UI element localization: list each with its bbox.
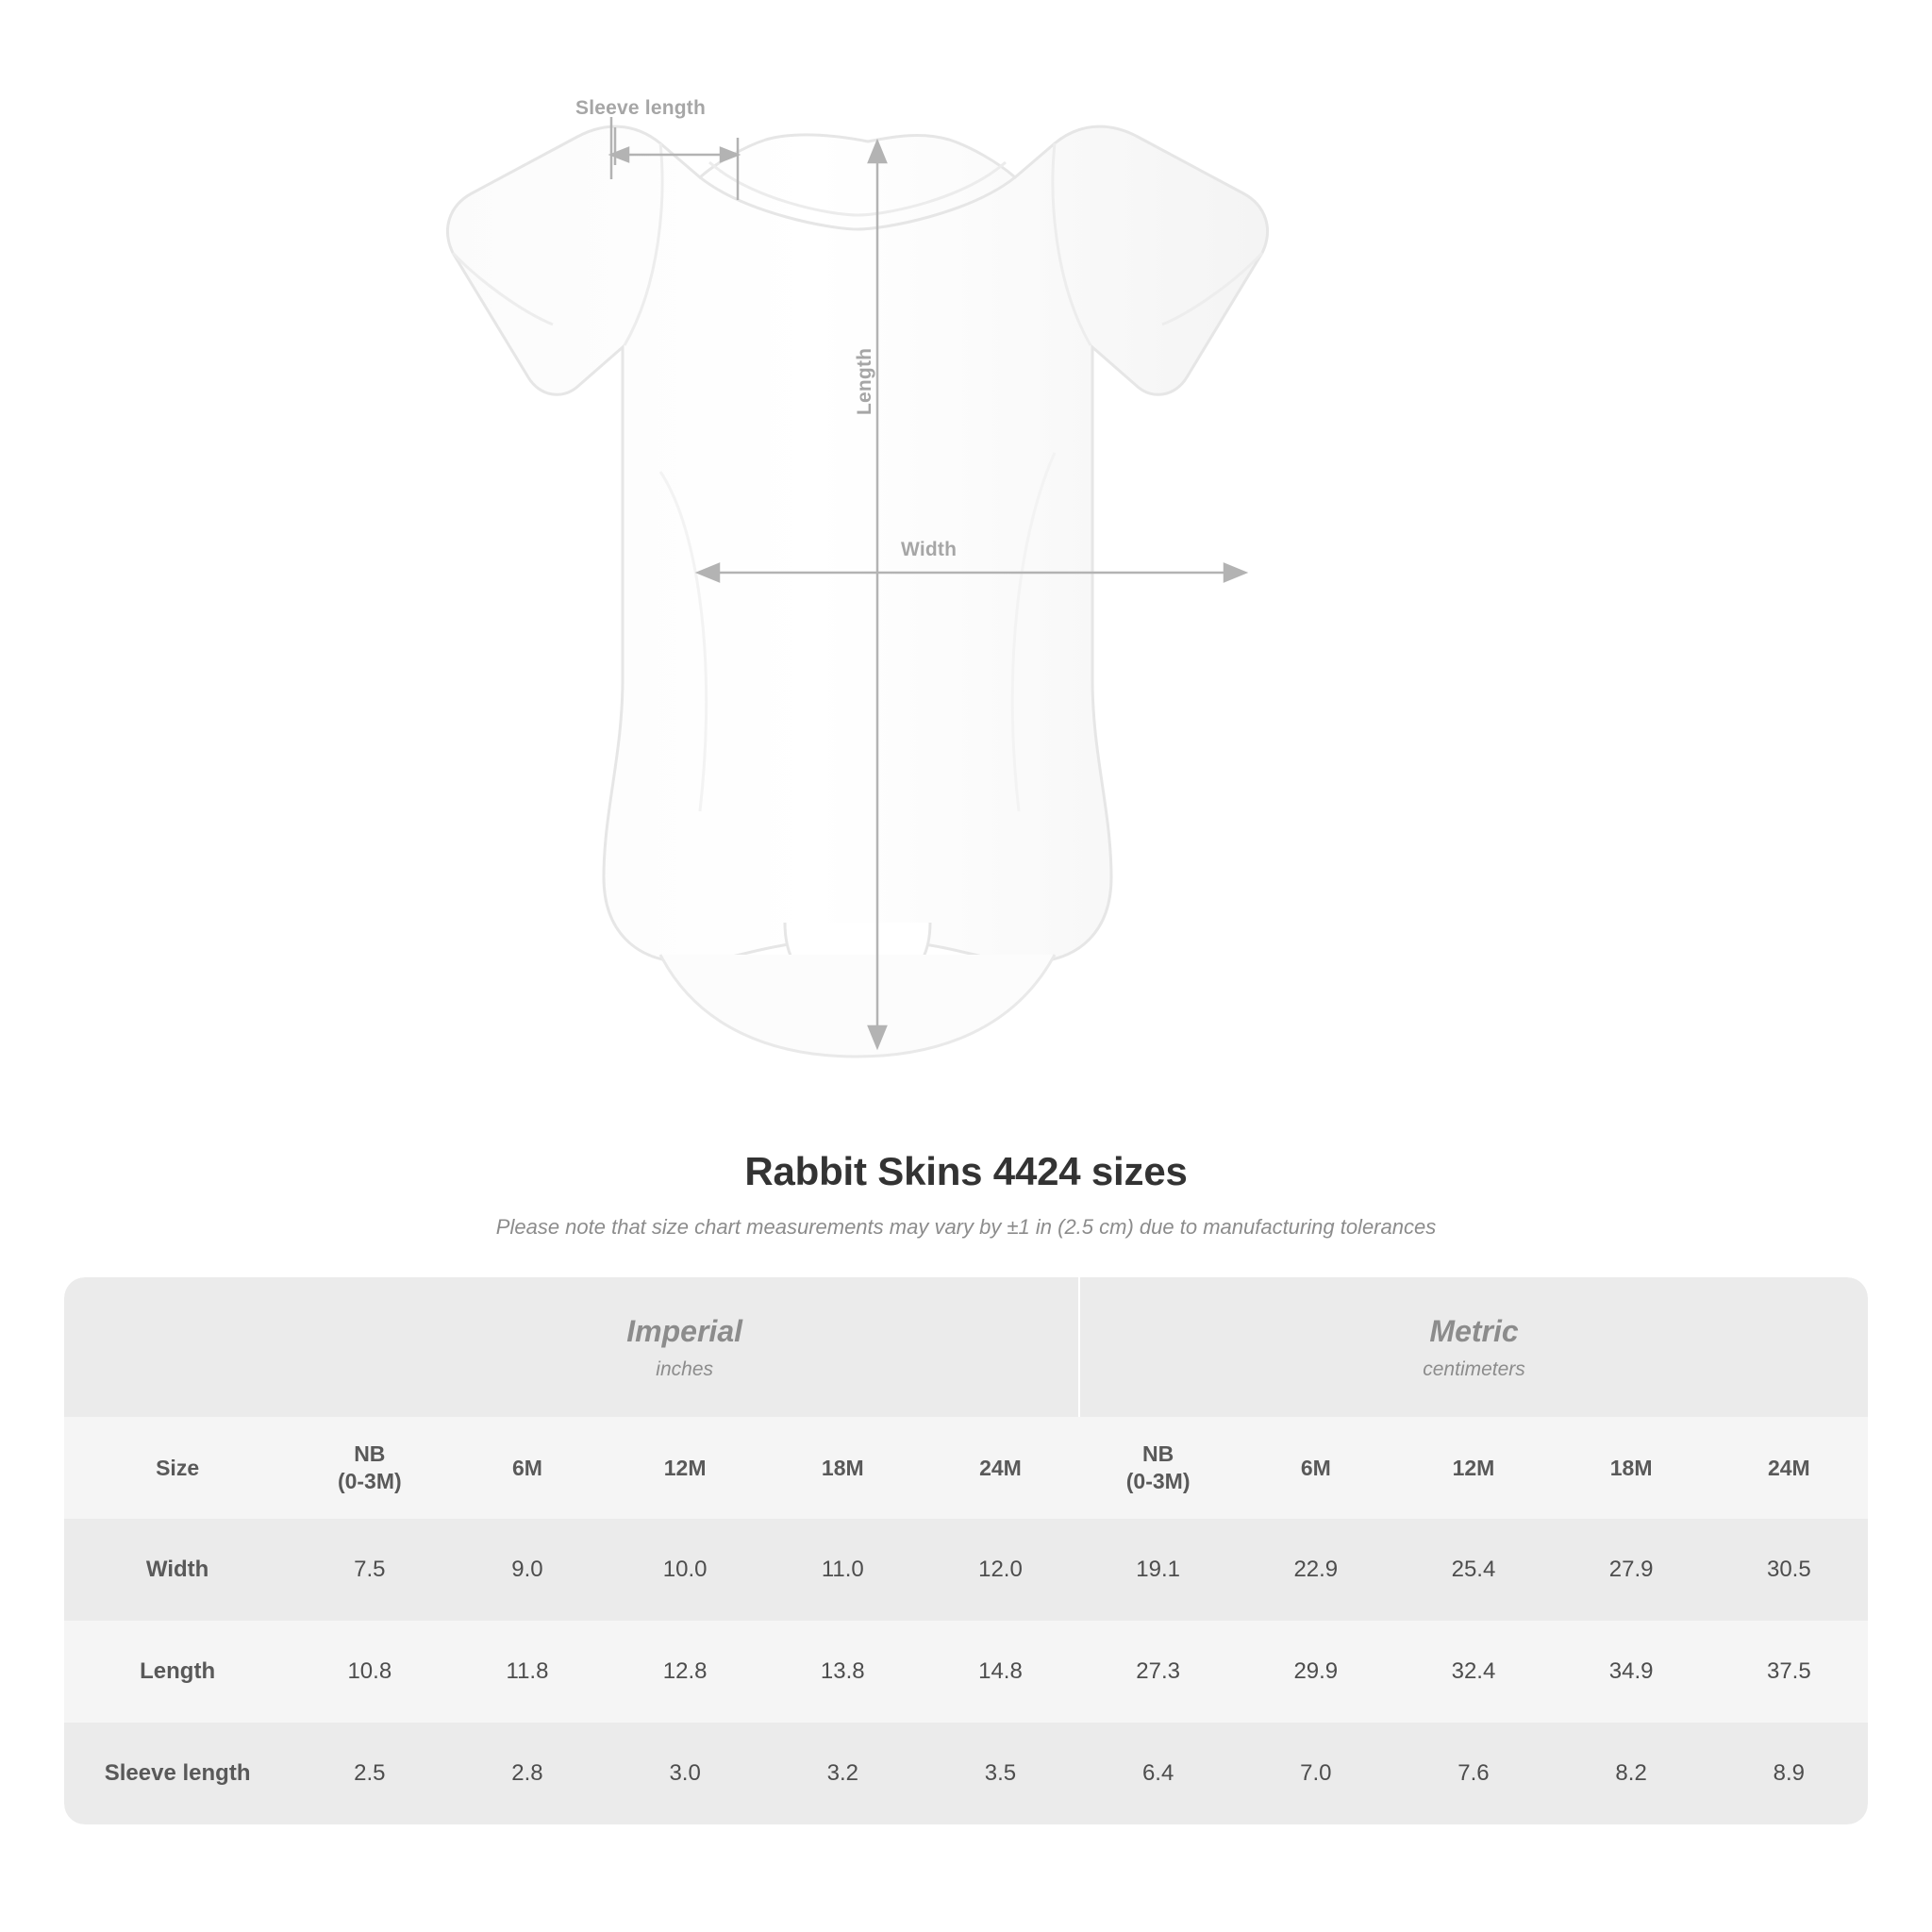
row-label-sleeve-length: Sleeve length [64,1723,291,1824]
col-header-line2: (0-3M) [1125,1469,1191,1493]
row-header-label: Size [64,1417,291,1519]
cell-width-6m-imperial: 9.0 [448,1519,606,1621]
col-header-24m-metric: 24M [1710,1417,1868,1519]
column-header-row [64,1417,1868,1519]
cell-length-6m-metric: 29.9 [1237,1621,1394,1723]
width-label: Width [901,539,958,560]
cell-sleeve-18m-metric: 8.2 [1553,1723,1710,1824]
table-row [64,1723,1868,1824]
cell-length-18m-metric: 34.9 [1553,1621,1710,1723]
row-label-width: Width [64,1519,291,1621]
cell-width-18m-imperial: 11.0 [764,1519,922,1621]
col-header-nb-metric [1079,1417,1237,1519]
row-label-length: Length [64,1621,291,1723]
cell-sleeve-nb-metric: 6.4 [1079,1723,1237,1824]
table-row [64,1621,1868,1723]
cell-width-24m-imperial: 12.0 [922,1519,1079,1621]
size-table [64,1277,1868,1824]
cell-sleeve-12m-metric: 7.6 [1394,1723,1552,1824]
sleeve-length-label: Sleeve length [575,97,706,119]
col-header-12m-metric: 12M [1394,1417,1552,1519]
col-header-18m-metric: 18M [1553,1417,1710,1519]
unit-group-imperial-sub: inches [656,1357,713,1380]
page-title: Rabbit Skins 4424 sizes [744,1149,1188,1193]
cell-sleeve-24m-imperial: 3.5 [922,1723,1079,1824]
cell-width-24m-metric: 30.5 [1710,1519,1868,1621]
cell-length-24m-metric: 37.5 [1710,1621,1868,1723]
cell-sleeve-24m-metric: 8.9 [1710,1723,1868,1824]
cell-length-24m-imperial: 14.8 [922,1621,1079,1723]
unit-group-imperial [291,1277,1079,1417]
cell-length-nb-imperial: 10.8 [291,1621,448,1723]
unit-header-row [64,1277,1868,1417]
cell-length-12m-metric: 32.4 [1394,1621,1552,1723]
cell-width-nb-imperial: 7.5 [291,1519,448,1621]
unit-group-metric-sub: centimeters [1423,1357,1525,1380]
cell-length-18m-imperial: 13.8 [764,1621,922,1723]
unit-group-metric [1079,1277,1868,1417]
length-label: Length [854,347,875,415]
cell-width-12m-metric: 25.4 [1394,1519,1552,1621]
cell-width-6m-metric: 22.9 [1237,1519,1394,1621]
cell-width-nb-metric: 19.1 [1079,1519,1237,1621]
cell-sleeve-nb-imperial: 2.5 [291,1723,448,1824]
cell-width-12m-imperial: 10.0 [607,1519,764,1621]
col-header-line2: (0-3M) [337,1469,402,1493]
cell-sleeve-6m-imperial: 2.8 [448,1723,606,1824]
cell-length-6m-imperial: 11.8 [448,1621,606,1723]
cell-sleeve-18m-imperial: 3.2 [764,1723,922,1824]
size-table-container [64,1277,1868,1824]
col-header-24m-imperial: 24M [922,1417,1079,1519]
table-row [64,1519,1868,1621]
col-header-nb-imperial [291,1417,448,1519]
cell-sleeve-12m-imperial: 3.0 [607,1723,764,1824]
col-header-line1: NB [1142,1441,1174,1467]
unit-group-metric-name: Metric [1429,1313,1519,1348]
cell-length-nb-metric: 27.3 [1079,1621,1237,1723]
page-subtitle: Please note that size chart measurements may vary by ±1 in (2.5 cm) due to manufacturing tolerances [495,1215,1437,1239]
title-block [0,1149,1932,1240]
cell-sleeve-6m-metric: 7.0 [1237,1723,1394,1824]
col-header-6m-metric: 6M [1237,1417,1394,1519]
unit-header-spacer [64,1277,291,1417]
col-header-line1: NB [354,1441,386,1467]
col-header-12m-imperial: 12M [607,1417,764,1519]
bodysuit-shape [447,126,1267,1057]
cell-length-12m-imperial: 12.8 [607,1621,764,1723]
cell-width-18m-metric: 27.9 [1553,1519,1710,1621]
col-header-18m-imperial: 18M [764,1417,922,1519]
col-header-6m-imperial: 6M [448,1417,606,1519]
unit-group-imperial-name: Imperial [626,1313,742,1348]
